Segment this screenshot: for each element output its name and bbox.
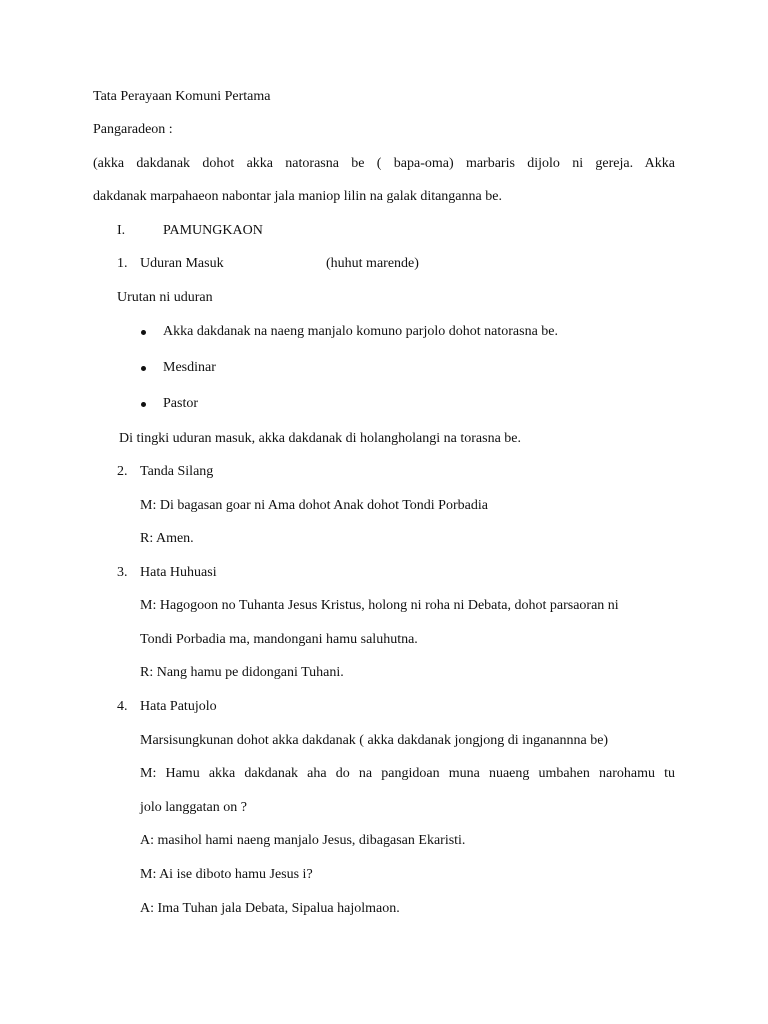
item-4-m1-line-2: jolo langgatan on ?: [140, 800, 247, 815]
item-2-m: M: Di bagasan goar ni Ama dohot Anak dohot Tondi Porbadia: [140, 498, 488, 513]
bullet-dot: [141, 366, 146, 371]
bullet-item-1: Akka dakdanak na naeng manjalo komuno parjolo dohot natorasna be.: [163, 324, 558, 339]
item-4-number: 4.: [117, 699, 128, 714]
section-numeral: I.: [117, 223, 126, 238]
intro-line-2: dakdanak marpahaeon nabontar jala maniop lilin na galak ditanganna be.: [93, 189, 502, 204]
item-4-a2: A: Ima Tuhan jala Debata, Sipalua hajolmaon.: [140, 901, 400, 916]
bullet-item-3: Pastor: [163, 396, 198, 411]
item-1-title: Uduran Masuk: [140, 256, 224, 271]
intro-line-1: (akka dakdanak dohot akka natorasna be ( bapa-oma) marbaris dijolo ni gereja. Akka: [93, 156, 675, 171]
item-3-m-line-1: M: Hagogoon no Tuhanta Jesus Kristus, holong ni roha ni Debata, dohot parsaoran ni: [140, 598, 619, 613]
item-3-r: R: Nang hamu pe didongani Tuhani.: [140, 665, 344, 680]
di-tingki-paragraph: Di tingki uduran masuk, akka dakdanak di holangholangi na torasna be.: [119, 431, 522, 446]
item-3-m-line-2: Tondi Porbadia ma, mandongani hamu saluhutna.: [140, 632, 418, 647]
item-4-title: Hata Patujolo: [140, 699, 217, 714]
bullet-dot: [141, 330, 146, 335]
item-2-r: R: Amen.: [140, 531, 194, 546]
item-4-a1: A: masihol hami naeng manjalo Jesus, dibagasan Ekaristi.: [140, 833, 466, 848]
item-3-number: 3.: [117, 565, 128, 580]
pangaradeon-label: Pangaradeon :: [93, 122, 173, 137]
section-heading: PAMUNGKAON: [163, 223, 263, 238]
item-4-paragraph: Marsisungkunan dohot akka dakdanak ( akka dakdanak jongjong di inganannna be): [140, 733, 609, 748]
item-4-m2: M: Ai ise diboto hamu Jesus i?: [140, 867, 313, 882]
item-1-note: (huhut marende): [326, 256, 419, 271]
item-4-m1-line-1: M: Hamu akka dakdanak aha do na pangidoan muna nuaeng umbahen narohamu tu: [140, 766, 675, 781]
item-2-title: Tanda Silang: [140, 464, 214, 479]
urutan-label: Urutan ni uduran: [117, 290, 213, 305]
item-1-number: 1.: [117, 256, 128, 271]
document-title: Tata Perayaan Komuni Pertama: [93, 89, 271, 104]
bullet-item-2: Mesdinar: [163, 360, 216, 375]
item-3-title: Hata Huhuasi: [140, 565, 217, 580]
item-2-number: 2.: [117, 464, 128, 479]
bullet-dot: [141, 402, 146, 407]
